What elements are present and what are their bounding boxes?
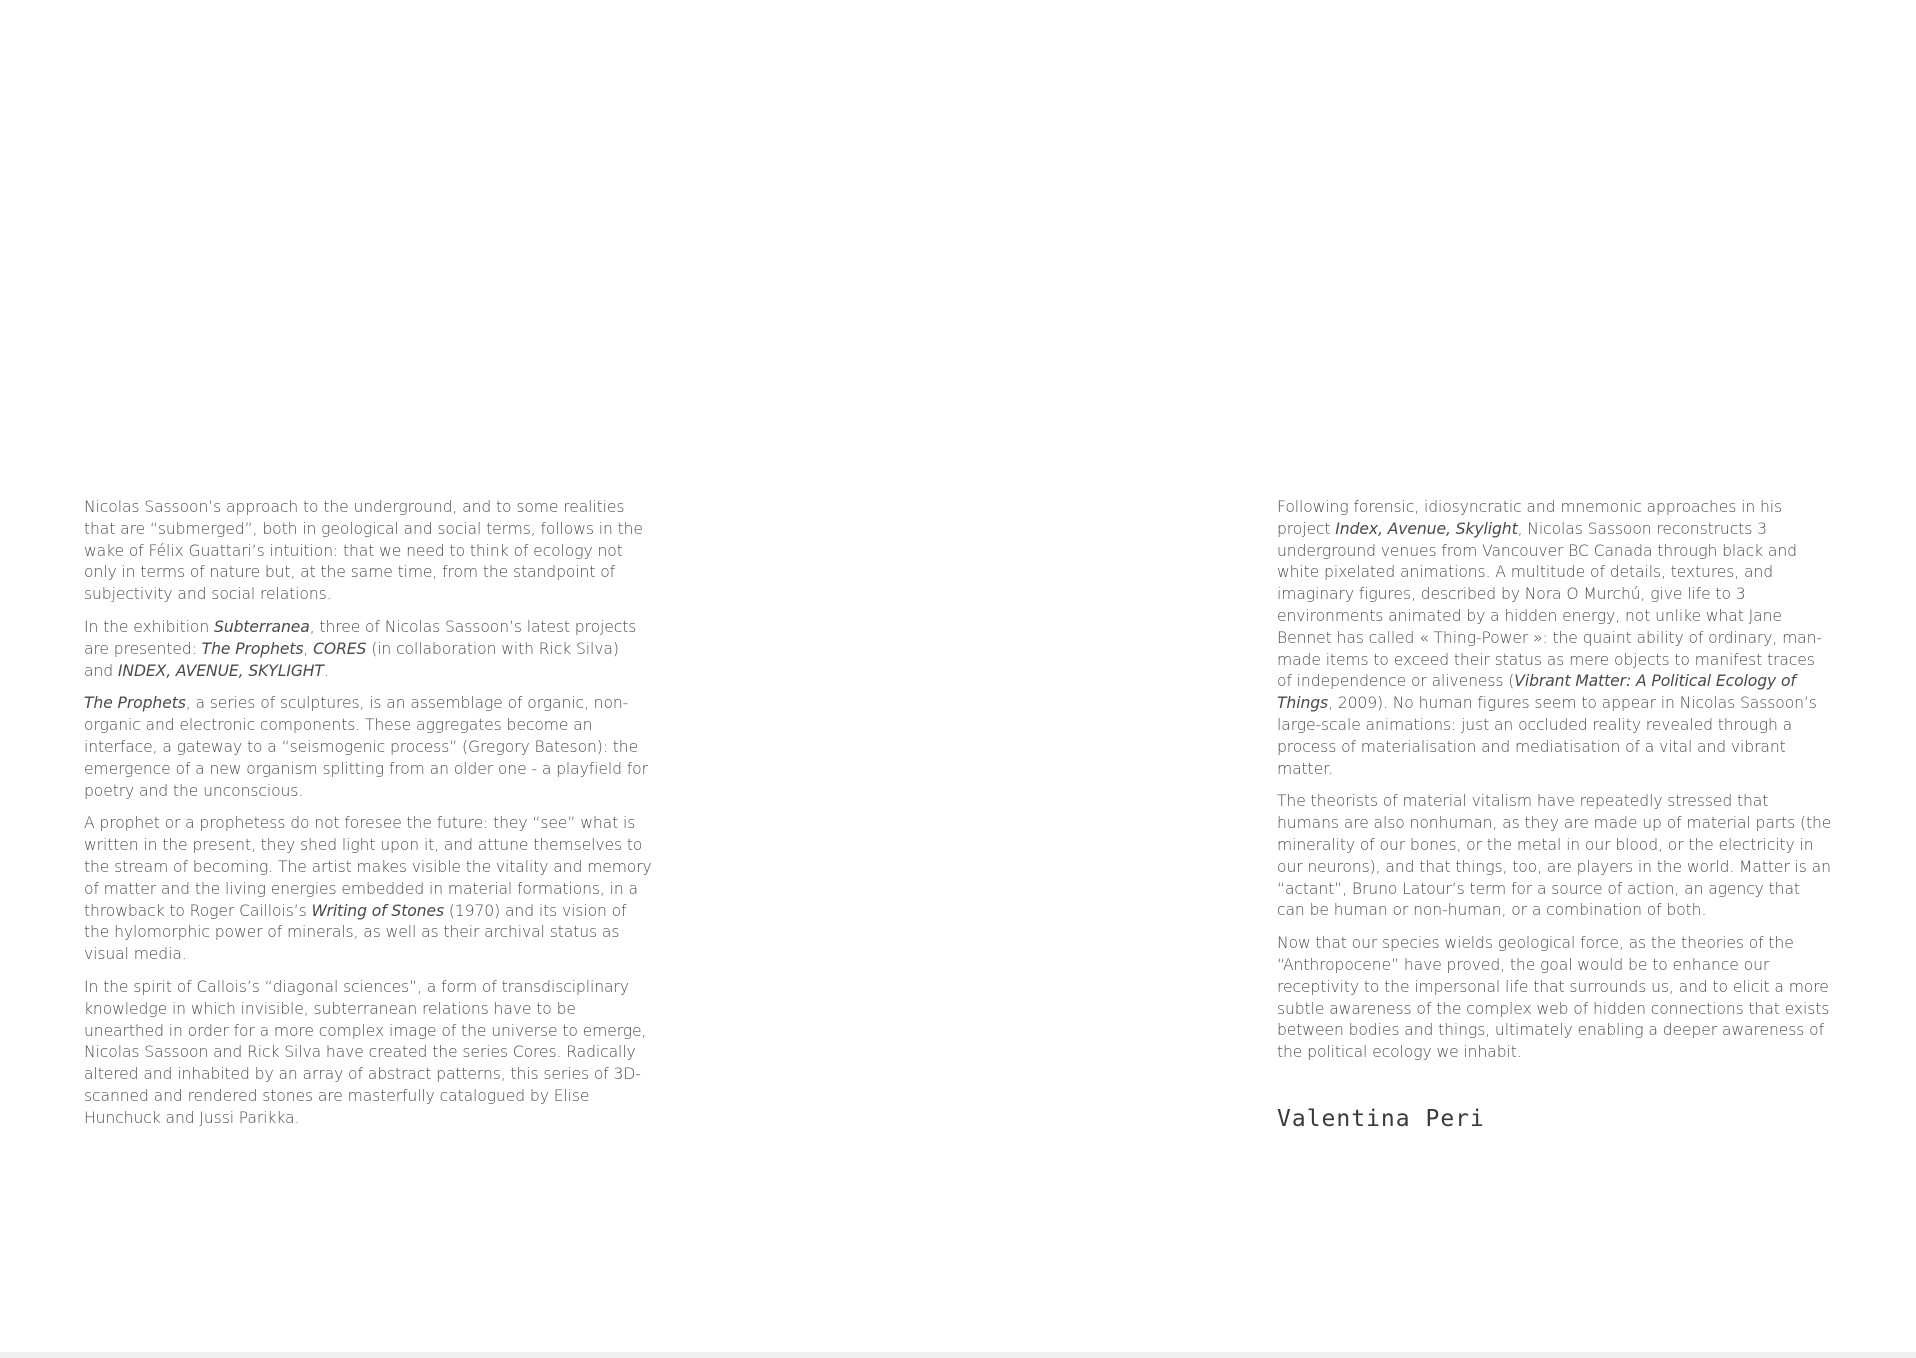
work-title-prophets: The Prophets	[84, 694, 186, 713]
right-paragraph-3: Now that our species wields geological force, as the theories of the “Anthropocene” have proved, the goal would be to enhance our receptivity to the impersonal life that surrounds us, and to elicit a more subtle awareness of the complex web of hidden connections that exists between bodies and things, ultimately enabling a deeper awareness of the political ecology we inhabit.	[1277, 934, 1830, 1062]
left-paragraph-1: Nicolas Sassoon’s approach to the underground, and to some realities that are “submerged”, both in geological and social terms, follows in the wake of Félix Guattari’s intuition: that we need to think of ecology not only in terms of nature but, at the same time, from the standpoint of subjectivity and social relations.	[84, 498, 643, 604]
text-span: A prophet or a prophetess do not foresee the future: they “see” what is written in the present, they shed light upon it, and attune themselves to the stream of becoming. The artist makes visible the vitality and memory of matter and the living energies embedded in material formations, in a throwback to Roger Caillois’s	[84, 814, 652, 920]
work-title-index: INDEX, AVENUE, SKYLIGHT	[117, 661, 324, 680]
author-signature: Valentina Peri	[1277, 1106, 1485, 1132]
exhibition-title: Subterranea	[214, 617, 310, 636]
left-paragraph-3	[84, 693, 652, 802]
left-text-column	[84, 497, 652, 1141]
left-paragraph-4	[84, 813, 652, 966]
text-span: , three of Nicolas Sassoon’s latest projects are presented:	[84, 617, 637, 658]
left-paragraph-2	[84, 617, 652, 682]
book-title-vibrant-matter: Vibrant Matter: A Political Ecology of Things	[1277, 672, 1796, 713]
book-title-writing-of-stones: Writing of Stones	[311, 901, 444, 920]
text-span: ,	[303, 639, 314, 658]
work-title-prophets: The Prophets	[201, 639, 304, 658]
text-span: .	[323, 661, 329, 680]
text-span: (in collaboration with Rick Silva) and	[84, 639, 619, 680]
right-paragraph-2: The theorists of material vitalism have repeatedly stressed that humans are also nonhuman, as they are made up of material parts (the minerality of our bones, or the metal in our blood, or the electricity in our neurons), and that things, too, are players in the world. Matter is an “actant”, Bruno Latour’s term for a source of action, an agency that can be human or non-human, or a combination of both.	[1277, 792, 1832, 920]
right-text-column	[1277, 497, 1832, 1075]
text-span: Following forensic, idiosyncratic and mnemonic approaches in his project	[1277, 498, 1783, 538]
right-paragraph-1	[1277, 497, 1832, 780]
text-span: , a series of sculptures, is an assemblage of organic, non-organic and electronic components. These aggregates become an interface, a gateway to a “seismogenic process” (Gregory Bateson): the emergence of a new organism splitting from an older one - a playfield for poetry and the unconscious.	[84, 694, 648, 800]
work-title-index: Index, Avenue, Skylight	[1335, 519, 1518, 538]
work-title-cores: CORES	[313, 639, 367, 658]
left-paragraph-5: In the spirit of Callois’s “diagonal sciences”, a form of transdisciplinary knowledge in which invisible, subterranean relations have to be unearthed in order for a more complex image of the universe to emerge, Nicolas Sassoon and Rick Silva have created the series Cores. Radically altered and inhabited by an array of abstract patterns, this series of 3D-scanned and rendered stones are masterfully catalogued by Elise Hunchuck and Jussi Parikka.	[84, 977, 647, 1127]
text-span: , Nicolas Sassoon reconstructs 3 underground venues from Vancouver BC Canada through black and white pixelated animations. A multitude of details, textures, and imaginary figures, described by Nora O Murchú, give life to 3 environments animated by a hidden energy, not unlike what Jane Bennet has called « Thing-Power »: the quaint ability of ordinary, man-made items to exceed their status as mere objects to manifest traces of independence or aliveness (	[1277, 519, 1822, 691]
text-span: In the exhibition	[84, 617, 215, 636]
page-bottom-edge	[0, 1352, 1916, 1358]
text-span: (1970) and its vision of the hylomorphic power of minerals, as well as their archival status as visual media.	[84, 901, 627, 964]
text-span: , 2009). No human figures seem to appear in Nicolas Sassoon’s large-scale animations: just an occluded reality revealed through a process of materialisation and mediatisation of a vital and vibrant matter.	[1277, 694, 1817, 778]
